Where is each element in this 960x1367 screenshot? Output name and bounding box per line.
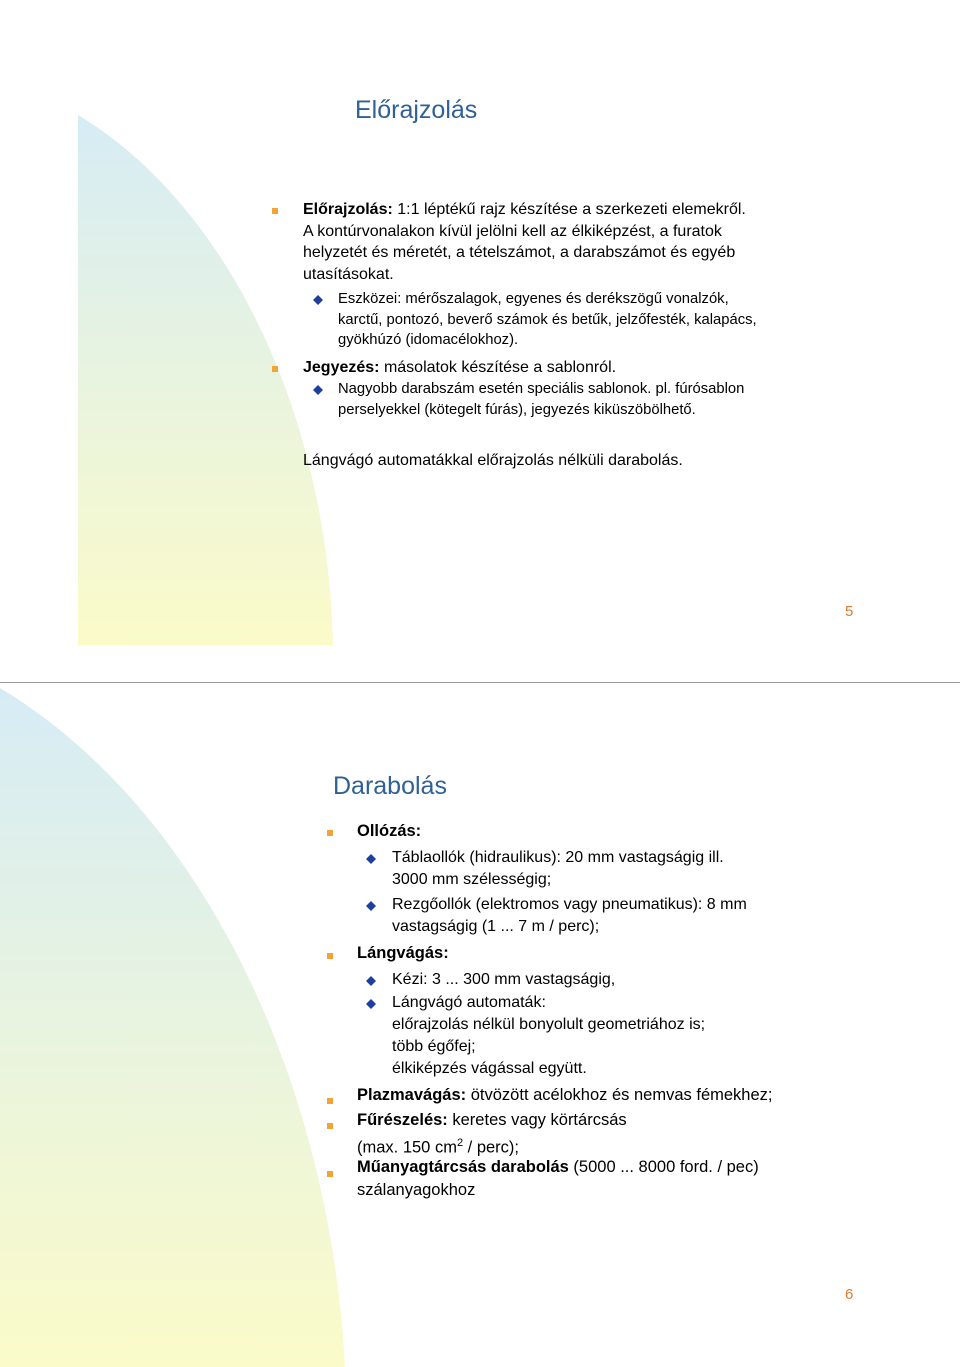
bullet-label: Plazmavágás: xyxy=(357,1086,467,1104)
subbullet-text: 3000 mm szélességig; xyxy=(392,871,552,888)
bullet-label: Jegyezés: xyxy=(303,359,380,376)
subbullet-text: előrajzolás nélkül bonyolult geometriához is; xyxy=(392,1016,706,1033)
bullet-text: szálanyagokhoz xyxy=(357,1181,476,1199)
subbullet-nagyobb xyxy=(338,379,744,420)
bullet-elorajzolas xyxy=(303,199,746,285)
bullet-text: helyzetét és méretét, a tételszámot, a darabszámot és egyéb xyxy=(303,244,736,261)
square-bullet-icon xyxy=(327,830,333,836)
subbullet-text: gyökhúzó (idomacélokhoz). xyxy=(338,332,519,348)
bullet-label: Előrajzolás: xyxy=(303,201,393,218)
subbullet-langvago-automatak xyxy=(392,992,705,1080)
subbullet-rezgoollok xyxy=(392,894,747,938)
diamond-bullet-icon xyxy=(366,901,376,911)
bullet-text: másolatok készítése a sablonról. xyxy=(379,359,617,376)
bullet-text: keretes vagy körtárcsás xyxy=(447,1111,627,1129)
square-bullet-icon xyxy=(272,208,278,214)
bullet-jegyezes xyxy=(303,357,616,379)
slide-title: Előrajzolás xyxy=(355,96,478,124)
subbullet-text: vastagságig (1 ... 7 m / perc); xyxy=(392,918,600,935)
bullet-label: Műanyagtárcsás darabolás xyxy=(357,1158,569,1176)
subbullet-text: perselyekkel (kötegelt fúrás), jegyezés kiküszöbölhető. xyxy=(338,401,696,418)
subbullet-kezi xyxy=(392,969,615,991)
subbullet-tablaollok xyxy=(392,847,724,891)
bullet-text: (5000 ... 8000 ford. / pec) xyxy=(568,1158,759,1176)
background-arc xyxy=(78,115,338,645)
bullet-text: A kontúrvonalakon kívül jelölni kell az élkiképzést, a furatok xyxy=(303,222,722,240)
square-bullet-icon xyxy=(327,953,333,959)
bullet-langvagas: Lángvágás: xyxy=(357,944,449,962)
note-langvago: Lángvágó automatákkal előrajzolás nélküli darabolás. xyxy=(303,452,683,469)
bullet-plazmavagas xyxy=(357,1084,772,1107)
diamond-bullet-icon xyxy=(366,854,376,864)
square-bullet-icon xyxy=(272,366,278,372)
bullet-fureszeles xyxy=(357,1109,627,1160)
diamond-bullet-icon xyxy=(366,999,376,1009)
bullet-text: utasításokat. xyxy=(303,265,394,283)
square-bullet-icon xyxy=(327,1123,333,1129)
square-bullet-icon xyxy=(327,1098,333,1104)
subbullet-text: Lángvágó automaták: xyxy=(392,994,546,1011)
background-arc xyxy=(0,688,350,1367)
page-number: 6 xyxy=(845,1286,854,1303)
bullet-label: Fűrészelés: xyxy=(357,1111,448,1129)
slide-title: Darabolás xyxy=(333,772,447,800)
square-bullet-icon xyxy=(327,1171,333,1177)
slide-2 xyxy=(0,683,960,1367)
diamond-bullet-icon xyxy=(313,295,323,305)
subbullet-text: Nagyobb darabszám esetén speciális sablonok. pl. fúrósablon xyxy=(338,381,745,397)
bullet-text: ötvözött acélokhoz és nemvas fémekhez; xyxy=(466,1086,773,1104)
subbullet-text: Kézi: 3 ... 300 mm vastagságig, xyxy=(392,971,616,988)
slide-1 xyxy=(0,0,960,683)
superscript: 2 xyxy=(456,1137,464,1149)
bullet-muanyagtarcsas xyxy=(357,1156,759,1202)
bullet-text: 1:1 léptékű rajz készítése a szerkezeti elemekről. xyxy=(392,201,746,218)
bullet-text: / perc); xyxy=(463,1138,520,1157)
subbullet-text: Táblaollók (hidraulikus): 20 mm vastagságig ill. xyxy=(392,849,724,866)
subbullet-text: élkiképzés vágással együtt. xyxy=(392,1060,587,1077)
subbullet-eszkozei xyxy=(338,289,757,351)
subbullet-text: karctű, pontozó, beverő számok és betűk, jelzőfesték, kalapács, xyxy=(338,311,757,328)
diamond-bullet-icon xyxy=(366,976,376,986)
subbullet-text: több égőfej; xyxy=(392,1038,476,1055)
bullet-text: (max. 150 cm xyxy=(357,1138,457,1157)
bullet-ollozas: Ollózás: xyxy=(357,822,422,840)
subbullet-text: Eszközei: mérőszalagok, egyenes és derékszögű vonalzók, xyxy=(338,291,729,307)
page-number: 5 xyxy=(845,603,854,620)
diamond-bullet-icon xyxy=(313,385,323,395)
subbullet-text: Rezgőollók (elektromos vagy pneumatikus): 8 mm xyxy=(392,896,747,913)
